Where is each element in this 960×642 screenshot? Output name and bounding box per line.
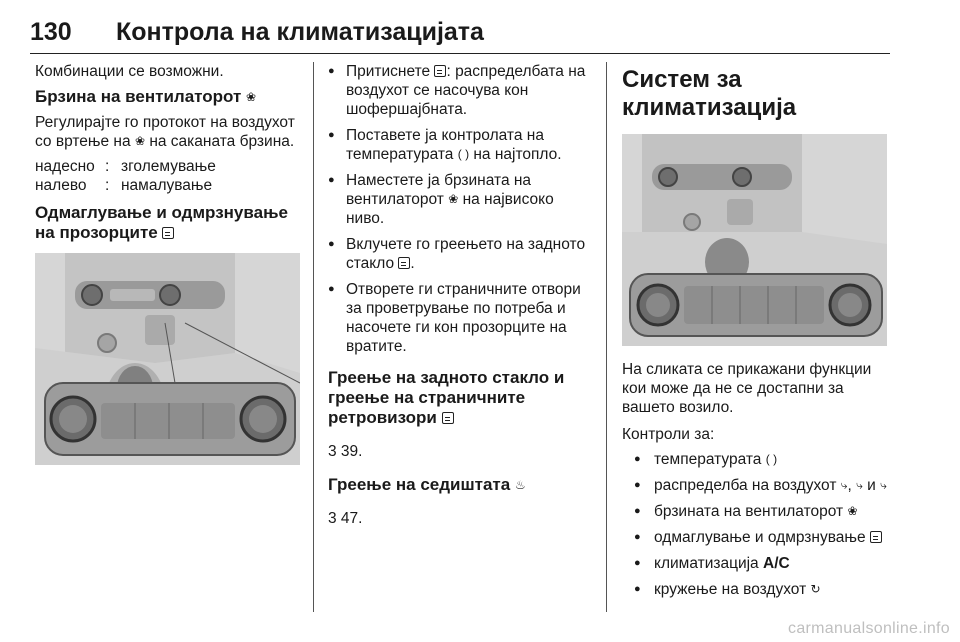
- controls-intro: Контроли за:: [622, 426, 715, 443]
- column-left: [35, 62, 300, 465]
- column-divider: [606, 62, 607, 612]
- seat-heating-ref: 3 47.: [328, 510, 363, 527]
- list-item: ● климатизација A/C: [622, 554, 892, 573]
- air-distribution-icon: ⤷: [856, 478, 863, 492]
- fan-icon: ❀: [448, 192, 459, 206]
- page-title: Контрола на климатизацијата: [116, 18, 484, 46]
- list-item: ● Наместете ја брзината на вентилаторот ❀ на највисоко ниво.: [328, 171, 596, 228]
- column-middle: [328, 62, 596, 534]
- defrost-steps: [328, 62, 596, 356]
- list-item: ● Вклучете го греењето на задното стакло .: [328, 235, 596, 273]
- column-divider: [313, 62, 314, 612]
- climate-system-figure: [622, 134, 887, 346]
- figure-caption: На сликата се прикажани функции кои може да не се достапни за вашето возило.: [622, 361, 872, 416]
- temperature-knob-icon: ( ): [765, 452, 778, 466]
- list-item: ● одмаглување и одмрзнување: [622, 528, 892, 547]
- list-item: ● температурата ( ): [622, 450, 892, 469]
- air-distribution-icon: ⤷: [840, 478, 848, 492]
- rear-window-icon: [398, 257, 410, 269]
- seat-heating-heading: Греење на седиштата ♨: [328, 475, 526, 494]
- fan-direction-table: [35, 157, 300, 195]
- fan-icon: ❀: [847, 504, 858, 518]
- fan-icon: ❀: [134, 134, 145, 148]
- windshield-front-icon: [870, 531, 882, 543]
- page-header: [30, 14, 890, 54]
- rear-heating-heading: Греење на задното стакло и греење на страничните ретровизори: [328, 368, 565, 427]
- climate-panel-figure: [35, 253, 300, 465]
- windshield-front-icon: [162, 227, 174, 239]
- column-right: [622, 62, 892, 606]
- table-row: надесно : зголемување: [35, 158, 216, 175]
- table-row: налево : намалување: [35, 177, 213, 194]
- fan-speed-text: Регулирајте го протокот на воздухот со вртење на ❀ на саканата брзина.: [35, 114, 295, 150]
- intro-text: Комбинации се возможни.: [35, 63, 224, 80]
- rear-heating-ref: 3 39.: [328, 443, 363, 460]
- list-item: ● Поставете ја контролата на температурата ( ) на најтопло.: [328, 126, 596, 164]
- windshield-front-icon: [434, 65, 446, 77]
- watermark: carmanualsonline.info: [788, 620, 950, 637]
- section-heading: Систем за климатизација: [622, 66, 797, 121]
- recirculation-icon: ↻: [810, 582, 821, 596]
- fan-icon: ❀: [246, 90, 257, 104]
- seat-heat-icon: ♨: [514, 478, 526, 492]
- list-item: ● брзината на вентилаторот ❀: [622, 502, 892, 521]
- list-item: ● распределба на воздухот ⤷, ⤷ и ⤷: [622, 476, 892, 495]
- rear-window-icon: [442, 412, 454, 424]
- temperature-knob-icon: ( ): [457, 147, 470, 161]
- list-item: ● кружење на воздухот ↻: [622, 580, 892, 599]
- controls-list: [622, 450, 892, 599]
- page-number: 130: [30, 18, 72, 46]
- air-distribution-icon: ⤷: [880, 478, 887, 492]
- list-item: ● Притиснете : распределбата на воздухот се насочува кон шофершајбната.: [328, 62, 596, 119]
- fan-speed-heading: Брзина на вентилаторот ❀: [35, 87, 257, 106]
- list-item: ● Отворете ги страничните отвори за проветрување по потреба и насочете ги кон прозорците на вратите.: [328, 280, 596, 356]
- defrost-heading: Одмаглување и одмрзнување на прозорците: [35, 203, 288, 242]
